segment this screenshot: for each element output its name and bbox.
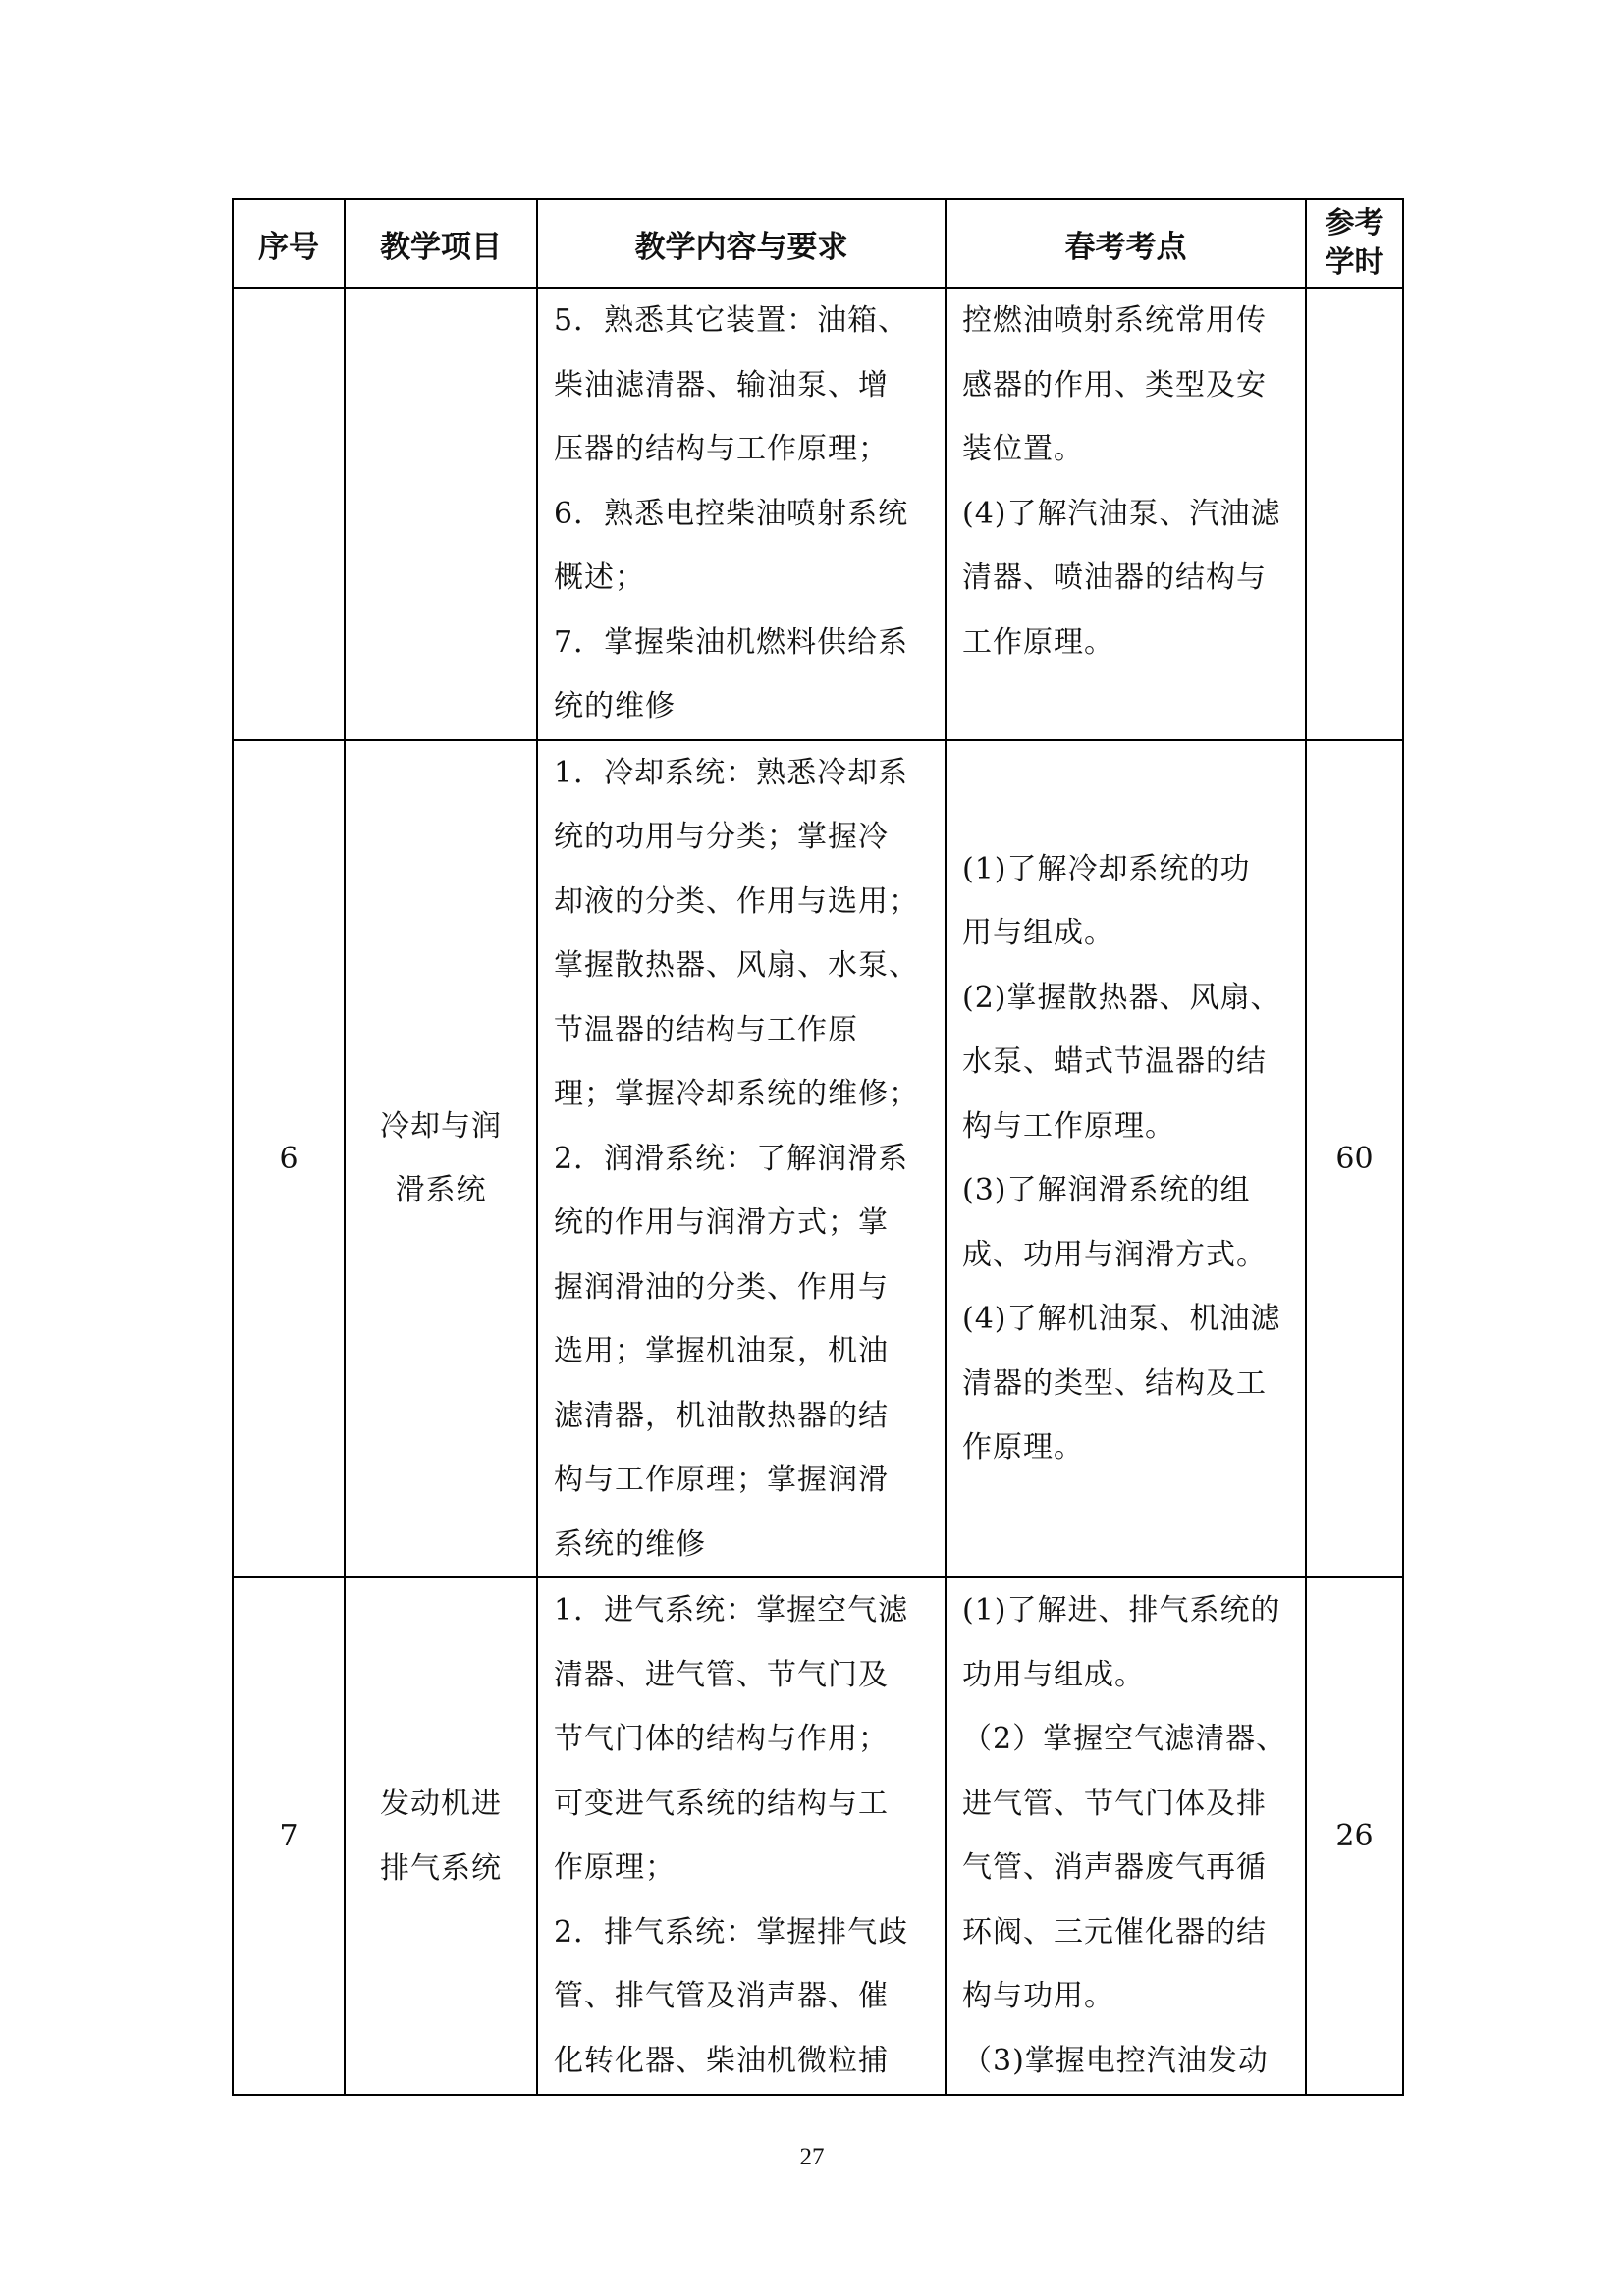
header-content: 教学内容与要求: [537, 199, 946, 288]
cell-points: [946, 1577, 1306, 2095]
cell-hours: 26: [1306, 1577, 1403, 2095]
cell-points: [946, 740, 1306, 1578]
content-line: 化转化器、柴油机微粒捕: [554, 2043, 889, 2078]
points-line: 水泵、蜡式节温器的结: [962, 1044, 1267, 1079]
points-lines: [947, 1578, 1305, 2093]
header-item: 教学项目: [345, 199, 537, 288]
cell-hours: [1306, 288, 1403, 740]
content-line: 清器、进气管、节气门及: [554, 1657, 889, 1692]
cell-hours: 60: [1306, 740, 1403, 1578]
content-line: 握润滑油的分类、作用与: [554, 1269, 889, 1305]
header-seq: 序号: [233, 199, 345, 288]
cell-seq: 6: [233, 740, 345, 1578]
points-line: 成、功用与润滑方式。: [962, 1237, 1267, 1272]
content-line: 7．掌握柴油机燃料供给系: [554, 624, 909, 660]
content-line: 概述；: [554, 561, 645, 595]
content-line: 1．冷却系统：熟悉冷却系: [554, 755, 909, 790]
points-line: 气管、消声器废气再循: [962, 1850, 1267, 1885]
points-lines: [947, 289, 1305, 674]
cell-seq: [233, 288, 345, 740]
content-line: 2．润滑系统：了解润滑系: [554, 1141, 909, 1176]
content-line: 压器的结构与工作原理；: [554, 432, 889, 466]
content-line: 统的维修: [554, 689, 676, 723]
points-line: 构与功用。: [962, 1979, 1114, 2013]
content-line: 系统的维修: [554, 1526, 706, 1562]
cell-item: [345, 740, 537, 1578]
cell-item: [345, 288, 537, 740]
cell-content: [537, 1577, 946, 2095]
content-line: 2．排气系统：掌握排气歧: [554, 1914, 909, 1949]
table-row: [233, 740, 1403, 1578]
cell-points: [946, 288, 1306, 740]
table-header-row: [233, 199, 1403, 288]
content-line: 掌握散热器、风扇、水泵、: [554, 948, 919, 983]
content-line: 节气门体的结构与作用；: [554, 1722, 889, 1756]
points-line: (3)了解润滑系统的组: [962, 1173, 1251, 1207]
curriculum-table-wrapper: [232, 198, 1402, 2096]
points-line: (4)了解机油泵、机油滤: [962, 1302, 1281, 1336]
item-line: 冷却与润: [380, 1108, 502, 1144]
points-line: 进气管、节气门体及排: [962, 1786, 1267, 1821]
content-line: 6．熟悉电控柴油喷射系统: [554, 496, 909, 531]
content-line: 节温器的结构与工作原: [554, 1012, 858, 1047]
table-row: [233, 288, 1403, 740]
page-number: 27: [799, 2144, 825, 2170]
curriculum-table: [232, 198, 1404, 2096]
item-line: 发动机进: [380, 1787, 502, 1821]
content-lines: [538, 289, 945, 739]
content-lines: [538, 1578, 945, 2093]
points-line: 感器的作用、类型及安: [962, 367, 1267, 402]
content-line: 统的作用与润滑方式；掌: [554, 1205, 889, 1240]
header-hours: [1306, 199, 1403, 288]
cell-seq: 7: [233, 1577, 345, 2095]
points-line: 清器、喷油器的结构与: [962, 561, 1267, 595]
content-line: 柴油滤清器、输油泵、增: [554, 367, 889, 402]
points-line: 清器的类型、结构及工: [962, 1365, 1267, 1401]
points-line: (4)了解汽油泵、汽油滤: [962, 496, 1281, 531]
content-line: 构与工作原理；掌握润滑: [554, 1463, 889, 1497]
header-hours-line1: 参考: [1325, 206, 1384, 240]
cell-content: [537, 740, 946, 1578]
content-line: 统的功用与分类；掌握冷: [554, 820, 889, 854]
header-hours-line2: 学时: [1325, 245, 1384, 280]
content-line: 作原理；: [554, 1850, 676, 1885]
points-line: (1)了解进、排气系统的: [962, 1593, 1281, 1628]
content-line: 1．进气系统：掌握空气滤: [554, 1593, 909, 1628]
content-line: 管、排气管及消声器、催: [554, 1979, 889, 2013]
points-line: （3)掌握电控汽油发动: [962, 2043, 1269, 2078]
content-lines: [538, 741, 945, 1577]
points-line: 作原理。: [962, 1430, 1084, 1465]
points-line: 控燃油喷射系统常用传: [962, 303, 1267, 338]
content-line: 可变进气系统的结构与工: [554, 1786, 889, 1821]
content-line: 却液的分类、作用与选用；: [554, 883, 919, 919]
points-line: 构与工作原理。: [962, 1108, 1175, 1144]
points-line: (1)了解冷却系统的功: [962, 851, 1251, 886]
points-line: 用与组成。: [962, 916, 1114, 950]
points-line: 环阀、三元催化器的结: [962, 1914, 1267, 1949]
cell-content: [537, 288, 946, 740]
cell-item: [345, 1577, 537, 2095]
content-line: 滤清器，机油散热器的结: [554, 1398, 889, 1433]
points-line: 功用与组成。: [962, 1657, 1145, 1692]
item-line: 滑系统: [395, 1173, 487, 1208]
content-line: 选用；掌握机油泵，机油: [554, 1334, 889, 1368]
points-line: 工作原理。: [962, 624, 1114, 660]
points-line: (2)掌握散热器、风扇、: [962, 980, 1281, 1015]
item-line: 排气系统: [380, 1850, 502, 1886]
points-lines: [947, 741, 1305, 1480]
content-line: 5．熟悉其它装置：油箱、: [554, 303, 909, 338]
content-line: 理；掌握冷却系统的维修；: [554, 1077, 919, 1111]
table-row: [233, 1577, 1403, 2095]
points-line: 装位置。: [962, 432, 1084, 466]
header-points: 春考考点: [946, 199, 1306, 288]
points-line: （2）掌握空气滤清器、: [962, 1722, 1287, 1756]
